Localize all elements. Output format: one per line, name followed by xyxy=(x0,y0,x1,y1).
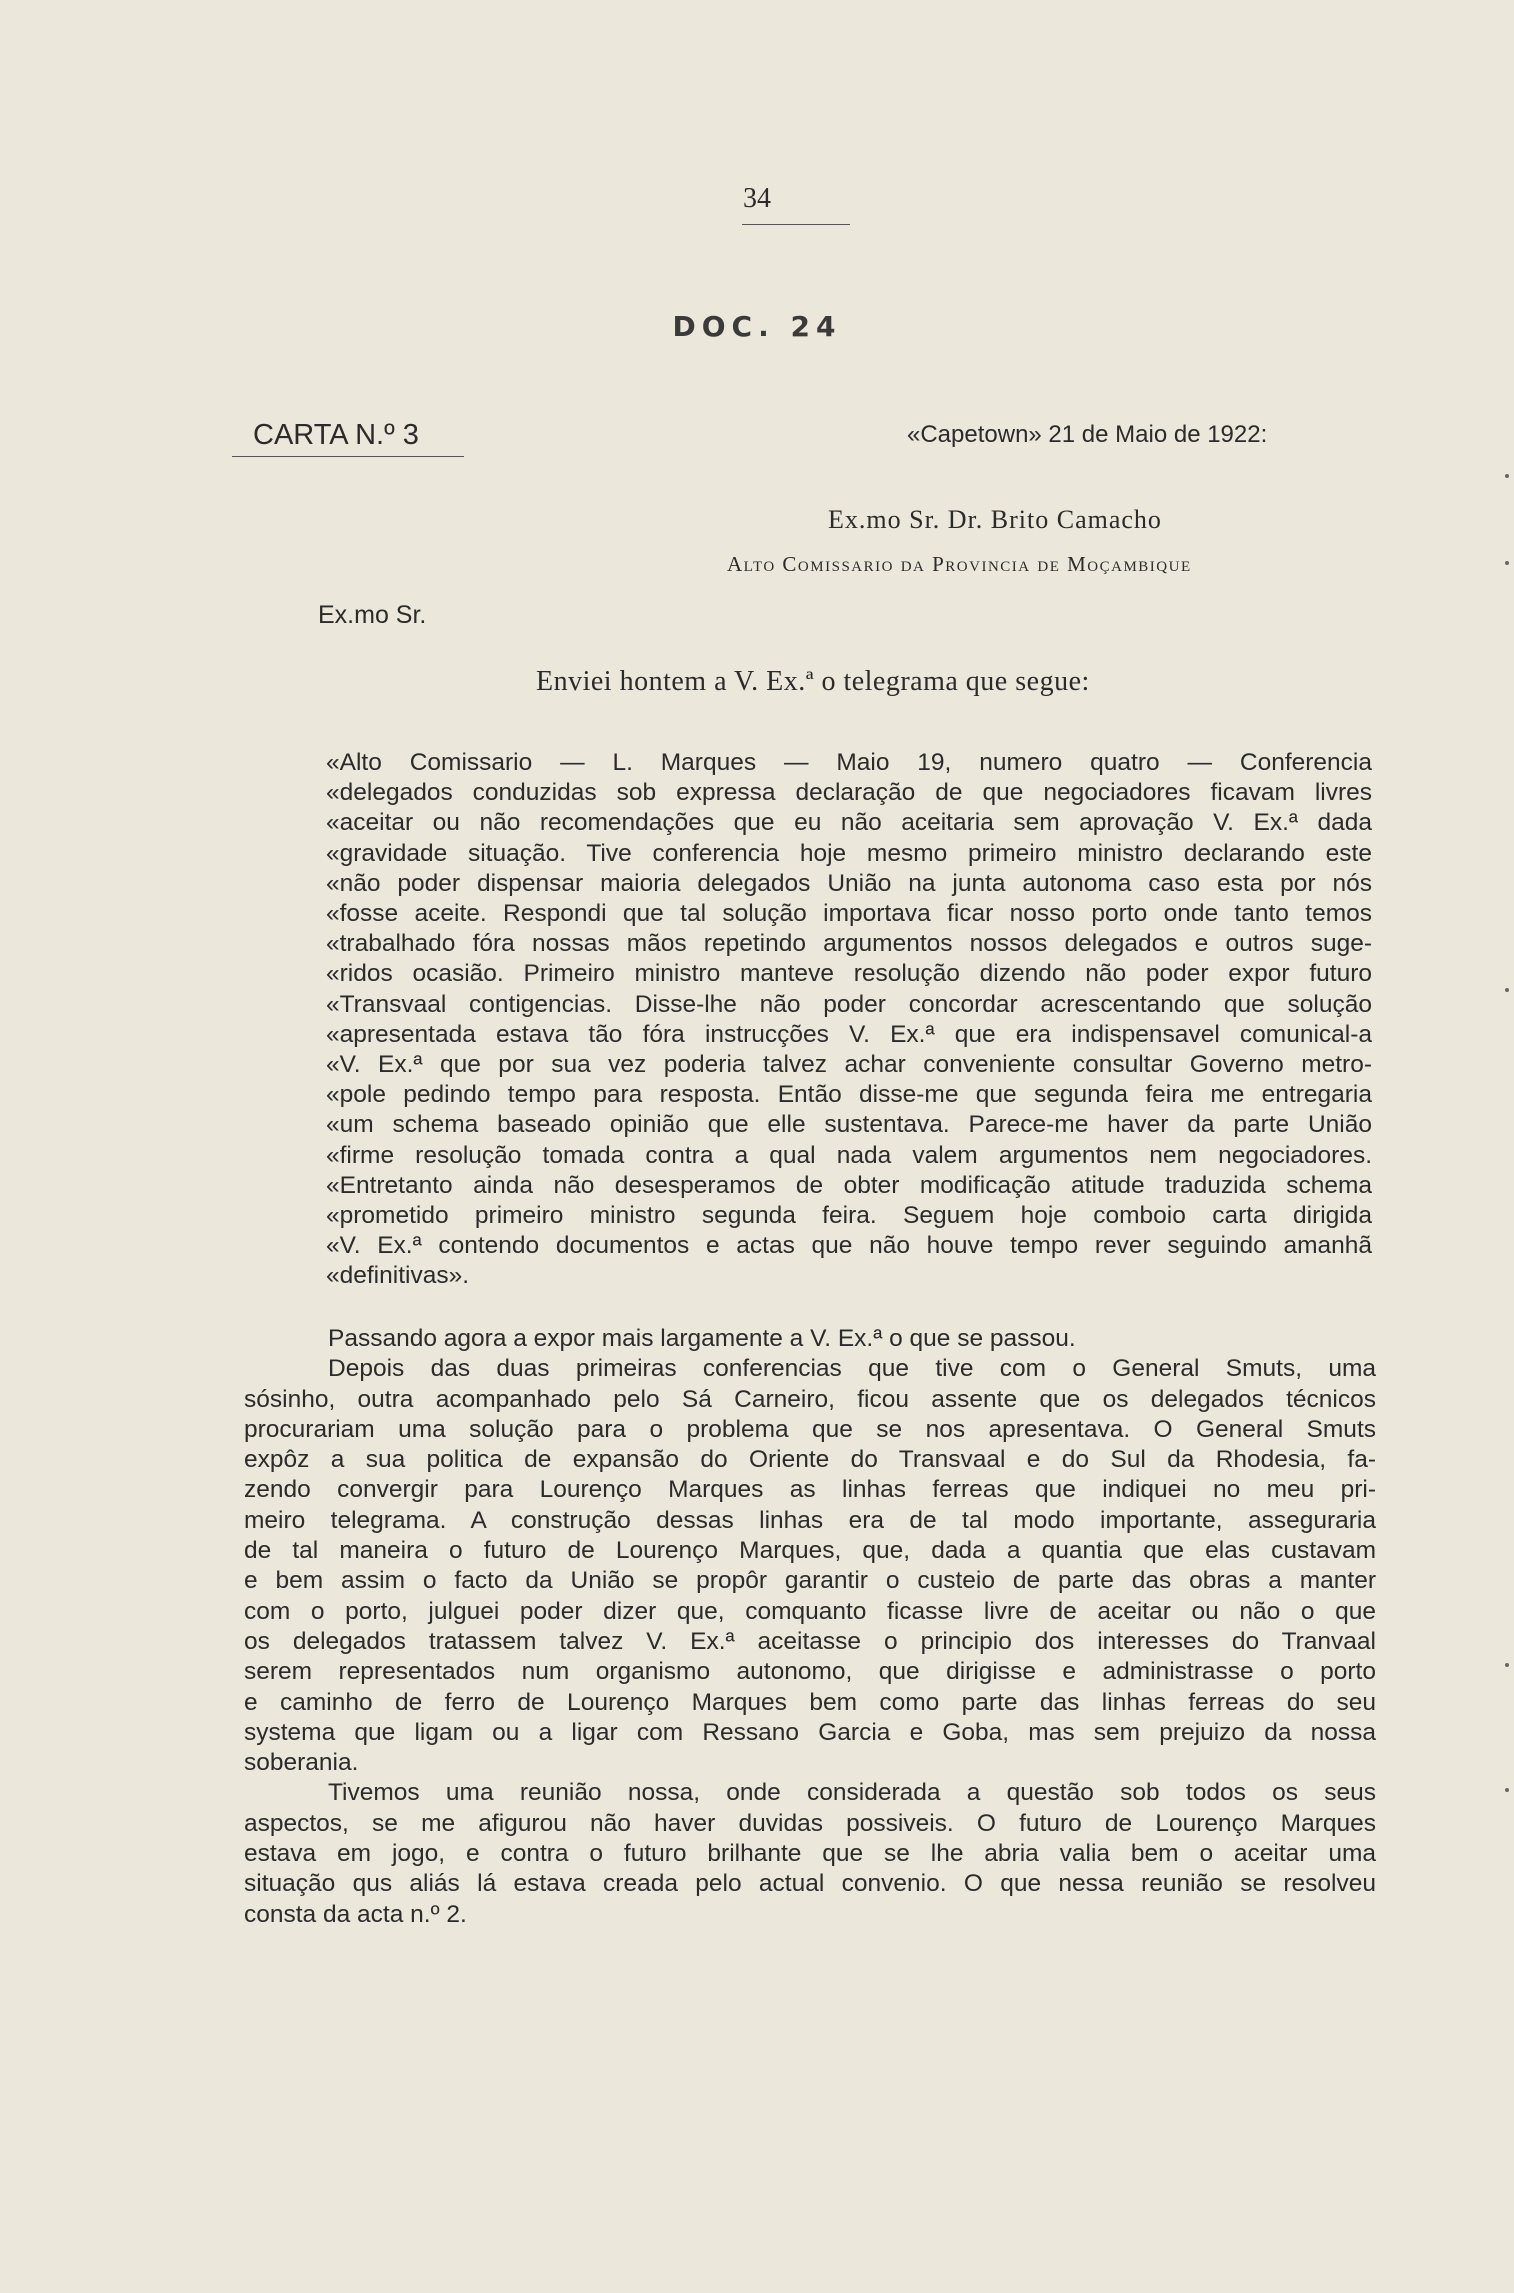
carta-underline xyxy=(232,456,464,457)
telegram-line: «V. Ex.ª contendo documentos e actas que não houve tempo rever seguindo amanhã xyxy=(326,1232,1372,1260)
doc-heading: DOC. 24 xyxy=(672,310,842,343)
addressee-title: Alto Comissario da Provincia de Moçambique xyxy=(727,552,1192,576)
telegram-block xyxy=(326,748,1372,1292)
margin-mark xyxy=(1505,561,1509,565)
body-line: systema que ligam ou a ligar com Ressano Garcia e Goba, mas sem prejuizo da nossa xyxy=(244,1718,1376,1746)
telegram-line: «não poder dispensar maioria delegados União na junta autonoma caso esta por nós xyxy=(326,869,1372,897)
margin-mark xyxy=(1505,474,1509,478)
body-line: com o porto, julguei poder dizer que, comquanto ficasse livre de aceitar ou não o que xyxy=(244,1597,1376,1625)
margin-mark xyxy=(1505,1663,1509,1667)
telegram-line: «Entretanto ainda não desesperamos de obter modificação atitude traduzida schema xyxy=(326,1171,1372,1199)
page-number-rule xyxy=(742,224,850,225)
body-line: soberania. xyxy=(244,1749,359,1777)
body-line: Depois das duas primeiras conferencias que tive com o General Smuts, uma xyxy=(328,1355,1376,1383)
telegram-line: «firme resolução tomada contra a qual nada valem argumentos nem negociadores. xyxy=(326,1141,1372,1169)
body-line: procurariam uma solução para o problema que se nos apresentava. O General Smuts xyxy=(244,1415,1376,1443)
telegram-line: «apresentada estava tão fóra instrucções V. Ex.ª que era indispensavel comunical-a xyxy=(326,1020,1372,1048)
telegram-line: «ridos ocasião. Primeiro ministro manteve resolução dizendo não poder expor futuro xyxy=(326,960,1372,988)
body-line: de tal maneira o futuro de Lourenço Marques, que, dada a quantia que elas custavam xyxy=(244,1537,1376,1565)
body-line: Tivemos uma reunião nossa, onde considerada a questão sob todos os seus xyxy=(328,1779,1376,1807)
body-line: sósinho, outra acompanhado pelo Sá Carneiro, ficou assente que os delegados técnicos xyxy=(244,1385,1376,1413)
body-line: situação qus aliás lá estava creada pelo actual convenio. O que nessa reunião se resolveu xyxy=(244,1870,1376,1898)
body-line: meiro telegrama. A construção dessas linhas era de tal modo importante, asseguraria xyxy=(244,1506,1376,1534)
body-line: os delegados tratassem talvez V. Ex.ª aceitasse o principio dos interesses do Tranvaal xyxy=(244,1627,1376,1655)
body-line: Passando agora a expor mais largamente a V. Ex.ª o que se passou. xyxy=(328,1325,1076,1352)
salutation: Ex.mo Sr. xyxy=(318,601,427,629)
margin-mark xyxy=(1505,988,1509,992)
telegram-line: «Alto Comissario — L. Marques — Maio 19, numero quatro — Conferencia xyxy=(326,749,1372,776)
telegram-line: «fosse aceite. Respondi que tal solução importava ficar nosso porto onde tanto temos xyxy=(326,900,1372,928)
dateline: «Capetown» 21 de Maio de 1922: xyxy=(907,421,1268,448)
intro-line: Enviei hontem a V. Ex.ª o telegrama que segue: xyxy=(536,666,1090,697)
telegram-line: «Transvaal contigencias. Disse-lhe não poder concordar acrescentando que solução xyxy=(326,990,1372,1018)
telegram-line: «delegados conduzidas sob expressa declaração de que negociadores ficavam livres xyxy=(326,779,1372,807)
body-line: e caminho de ferro de Lourenço Marques bem como parte das linhas ferreas do seu xyxy=(244,1688,1376,1716)
telegram-line: «gravidade situação. Tive conferencia hoje mesmo primeiro ministro declarando este xyxy=(326,839,1372,867)
body-line: zendo convergir para Lourenço Marques as linhas ferreas que indiquei no meu pri- xyxy=(244,1476,1376,1504)
letter-body xyxy=(244,1324,1376,1930)
telegram-line: «aceitar ou não recomendações que eu não aceitaria sem aprovação V. Ex.ª dada xyxy=(326,809,1372,837)
telegram-line: «definitivas». xyxy=(326,1262,470,1290)
telegram-line: «trabalhado fóra nossas mãos repetindo argumentos nossos delegados e outros suge- xyxy=(326,930,1372,958)
carta-label: CARTA N.º 3 xyxy=(253,419,419,451)
body-line: consta da acta n.º 2. xyxy=(244,1900,467,1928)
telegram-line: «V. Ex.ª que por sua vez poderia talvez achar conveniente consultar Governo metro- xyxy=(326,1051,1372,1079)
body-line: estava em jogo, e contra o futuro brilhante que se lhe abria valia bem o aceitar uma xyxy=(244,1840,1376,1868)
body-line: aspectos, se me afigurou não haver duvidas possiveis. O futuro de Lourenço Marques xyxy=(244,1809,1376,1837)
telegram-line: «pole pedindo tempo para resposta. Então disse-me que segunda feira me entregaria xyxy=(326,1081,1372,1109)
telegram-line: «um schema baseado opinião que elle sustentava. Parece-me haver da parte União xyxy=(326,1111,1372,1139)
addressee: Ex.mo Sr. Dr. Brito Camacho xyxy=(828,505,1162,534)
telegram-line: «prometido primeiro ministro segunda feira. Seguem hoje comboio carta dirigida xyxy=(326,1202,1372,1230)
body-line: serem representados num organismo autonomo, que dirigisse e administrasse o porto xyxy=(244,1658,1376,1686)
body-line: e bem assim o facto da União se propôr garantir o custeio de parte das obras a manter xyxy=(244,1567,1376,1595)
page-number: 34 xyxy=(743,183,771,214)
margin-mark xyxy=(1505,1788,1509,1792)
body-line: expôz a sua politica de expansão do Oriente do Transvaal e do Sul da Rhodesia, fa- xyxy=(244,1446,1376,1474)
